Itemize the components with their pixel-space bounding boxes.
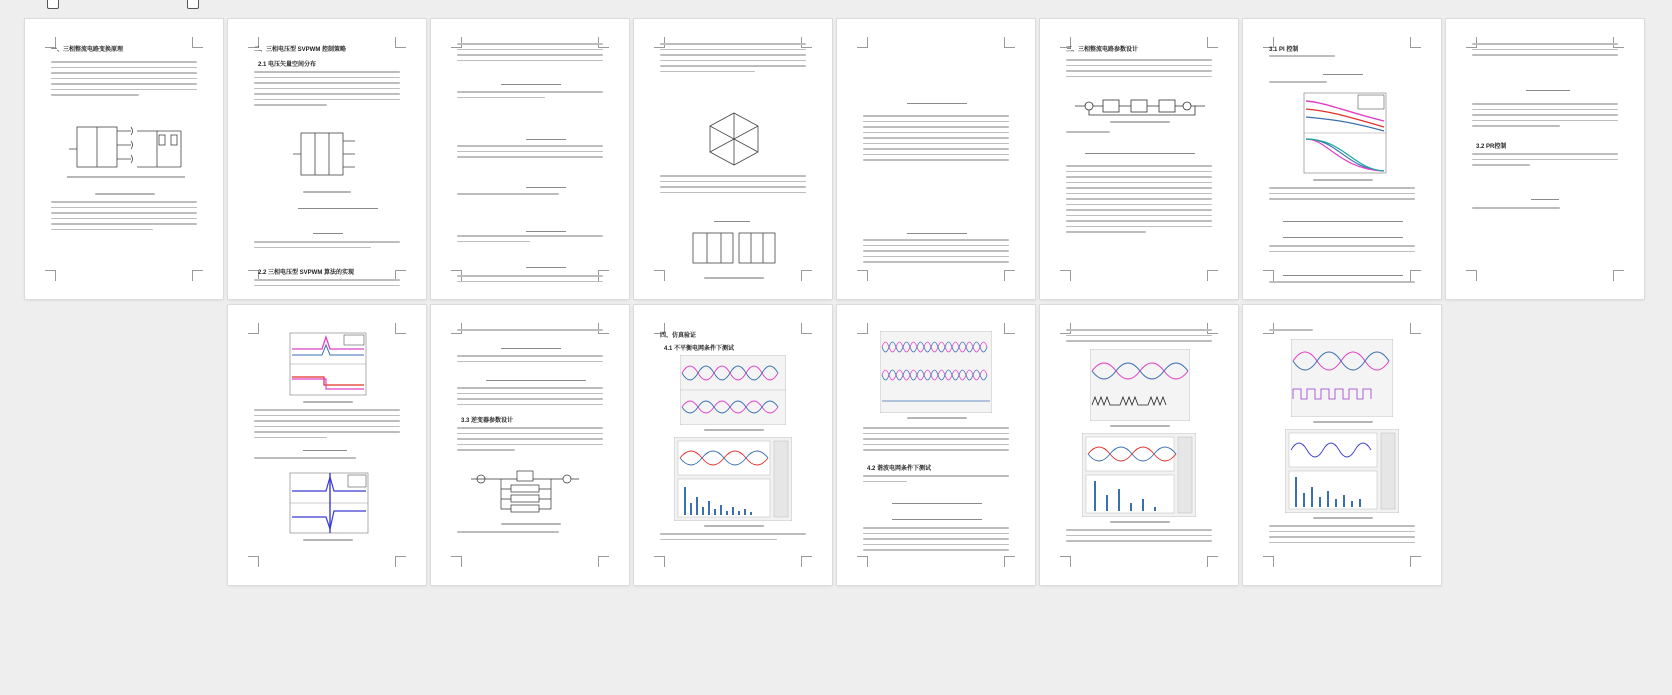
formula [907, 43, 967, 104]
section-subheading: 3.2 PR控制 [1476, 144, 1507, 150]
formula [1531, 177, 1559, 200]
crop-mark [192, 270, 203, 281]
page-heading: 二、三相电压型 SVPWM 控制策略 [254, 47, 347, 53]
fft-analysis-window [1082, 433, 1196, 517]
page-thumbnail-8[interactable] [1446, 19, 1644, 299]
page-thumbnail-14[interactable] [1243, 305, 1441, 585]
figure-caption [1110, 121, 1170, 123]
formula [1526, 81, 1570, 91]
text-block [457, 193, 603, 199]
page-thumbnail-6[interactable] [1040, 19, 1238, 299]
crop-mark [1004, 323, 1015, 334]
crop-mark [801, 270, 812, 281]
page-view-icon[interactable] [47, 0, 59, 9]
text-block [1472, 153, 1618, 170]
circuit-diagram [293, 127, 363, 187]
text-block [51, 61, 197, 100]
page-thumbnail-3[interactable] [431, 19, 629, 299]
text-block [1472, 43, 1618, 60]
figure-caption [1313, 421, 1373, 423]
fft-analysis-window [1285, 429, 1399, 513]
figure-caption [501, 523, 561, 525]
crop-mark [1207, 556, 1218, 567]
formula [298, 199, 378, 209]
text-block [457, 145, 603, 162]
text-block [1269, 55, 1415, 61]
section-subheading: 2.1 电压矢量空间分布 [258, 62, 317, 68]
crop-mark [857, 270, 868, 281]
text-block [660, 43, 806, 76]
page-thumbnail-13[interactable] [1040, 305, 1238, 585]
formula [907, 203, 967, 234]
crop-mark [801, 556, 812, 567]
page-thumbnail-12[interactable] [837, 305, 1035, 585]
page-heading: 一、三相整流电路变换原理 [51, 47, 124, 53]
section-subheading: 4.2 谐波电网条件下测试 [867, 466, 932, 472]
text-block [457, 531, 603, 537]
text-block [254, 279, 400, 290]
text-block [1066, 329, 1212, 346]
formula [1323, 65, 1363, 75]
formula [1283, 225, 1403, 238]
formula [1085, 141, 1195, 154]
crop-mark [1466, 270, 1477, 281]
figure-caption [704, 525, 764, 527]
vector-diagram [704, 109, 764, 169]
crop-mark [857, 556, 868, 567]
text-block [1066, 131, 1212, 137]
text-block [457, 275, 603, 286]
formula [892, 491, 982, 504]
text-block [254, 71, 400, 110]
formula [1283, 209, 1403, 222]
text-block [660, 175, 806, 197]
figure-caption [704, 429, 764, 431]
waveform-plot [1291, 339, 1393, 417]
formula [892, 507, 982, 520]
text-block [1269, 525, 1415, 547]
crop-mark [192, 37, 203, 48]
crop-mark [598, 556, 609, 567]
section-subheading: 4.1 不平衡电网条件下测试 [664, 346, 735, 352]
crop-mark [1060, 270, 1071, 281]
page-thumbnail-9[interactable] [228, 305, 426, 585]
control-block-diagram [471, 465, 591, 519]
formula [313, 215, 343, 234]
formula [526, 251, 566, 268]
control-block-diagram [1075, 95, 1205, 117]
crop-mark [451, 556, 462, 567]
crop-mark [395, 556, 406, 567]
text-block [863, 527, 1009, 555]
page-thumbnail-4[interactable] [634, 19, 832, 299]
text-block [254, 409, 400, 442]
crop-mark [1410, 556, 1421, 567]
crop-mark [654, 556, 665, 567]
formula [526, 167, 566, 188]
text-block [457, 43, 603, 65]
text-block [1472, 103, 1618, 131]
section-subheading: 2.2 三相电压型 SVPWM 算法的实现 [258, 270, 355, 276]
text-block [1269, 281, 1415, 287]
waveform-plot [1090, 349, 1190, 421]
crop-mark [1410, 37, 1421, 48]
crop-mark [248, 556, 259, 567]
page-thumbnail-2[interactable] [228, 19, 426, 299]
figure-caption [1313, 517, 1373, 519]
crop-mark [857, 37, 868, 48]
crop-mark [1207, 37, 1218, 48]
formula [1283, 263, 1403, 276]
circuit-diagram [689, 227, 779, 273]
text-block [660, 533, 806, 544]
page-heading: 3.1 PI 控制 [1269, 47, 1299, 53]
figure-caption [1110, 425, 1170, 427]
text-block [457, 91, 603, 102]
crop-mark [1060, 556, 1071, 567]
crop-mark [248, 323, 259, 334]
figure-caption [907, 417, 967, 419]
figure-caption [303, 191, 351, 193]
crop-mark [1410, 270, 1421, 281]
formula [303, 441, 347, 451]
page-thumbnail-11[interactable] [634, 305, 832, 585]
text-block [457, 329, 603, 335]
text-block [1066, 529, 1212, 546]
crop-mark [395, 323, 406, 334]
text-block [457, 235, 603, 246]
text-block [1269, 81, 1415, 87]
figure-caption [303, 539, 353, 541]
toolbar [0, 0, 1672, 14]
crop-mark [1613, 270, 1624, 281]
text-block [863, 115, 1009, 165]
formula [714, 207, 750, 222]
formula [526, 107, 566, 140]
crop-mark [1004, 37, 1015, 48]
figure-caption [1313, 179, 1373, 181]
text-block [457, 387, 603, 409]
section-subheading: 3.3 逆变器参数设计 [461, 418, 514, 424]
text-block [457, 427, 603, 455]
page-thumbnail-10[interactable] [431, 305, 629, 585]
text-block [1472, 207, 1618, 213]
text-block [254, 457, 400, 463]
text-block [863, 475, 1009, 486]
crop-mark [1263, 270, 1274, 281]
text-block [1269, 187, 1415, 204]
crop-mark [1207, 270, 1218, 281]
formula [486, 371, 586, 381]
waveform-plot [680, 355, 786, 425]
crop-mark [1263, 556, 1274, 567]
text-block [457, 355, 603, 366]
page-heading: 四、仿真验证 [660, 333, 697, 339]
formula [501, 339, 561, 349]
crop-mark [45, 270, 56, 281]
page-heading: 三、三相整流电路参数设计 [1066, 47, 1139, 53]
text-block [863, 427, 1009, 455]
page-thumbnail-7[interactable] [1243, 19, 1441, 299]
page-thumbnail-1[interactable] [25, 19, 223, 299]
text-block [1269, 329, 1415, 335]
crop-mark [857, 323, 868, 334]
text-block [1066, 59, 1212, 81]
fft-analysis-window [674, 437, 792, 521]
crop-mark [1004, 270, 1015, 281]
formula [501, 75, 561, 85]
figure-caption [303, 401, 353, 403]
circuit-diagram [67, 119, 187, 189]
page-view-icon[interactable] [187, 0, 199, 9]
figure-caption [704, 277, 764, 279]
bode-plot [1298, 91, 1388, 175]
crop-mark [1004, 556, 1015, 567]
figure-caption [95, 193, 155, 195]
text-block [254, 241, 400, 252]
crop-mark [395, 37, 406, 48]
crop-mark [654, 270, 665, 281]
bode-plot [286, 467, 370, 535]
figure-caption [1110, 521, 1170, 523]
text-block [863, 239, 1009, 267]
text-block [51, 201, 197, 234]
waveform-plot [880, 331, 992, 413]
bode-plot [288, 331, 368, 397]
formula [526, 203, 566, 232]
text-block [1066, 165, 1212, 237]
crop-mark [801, 323, 812, 334]
page-thumbnail-5[interactable] [837, 19, 1035, 299]
text-block [1269, 245, 1415, 256]
